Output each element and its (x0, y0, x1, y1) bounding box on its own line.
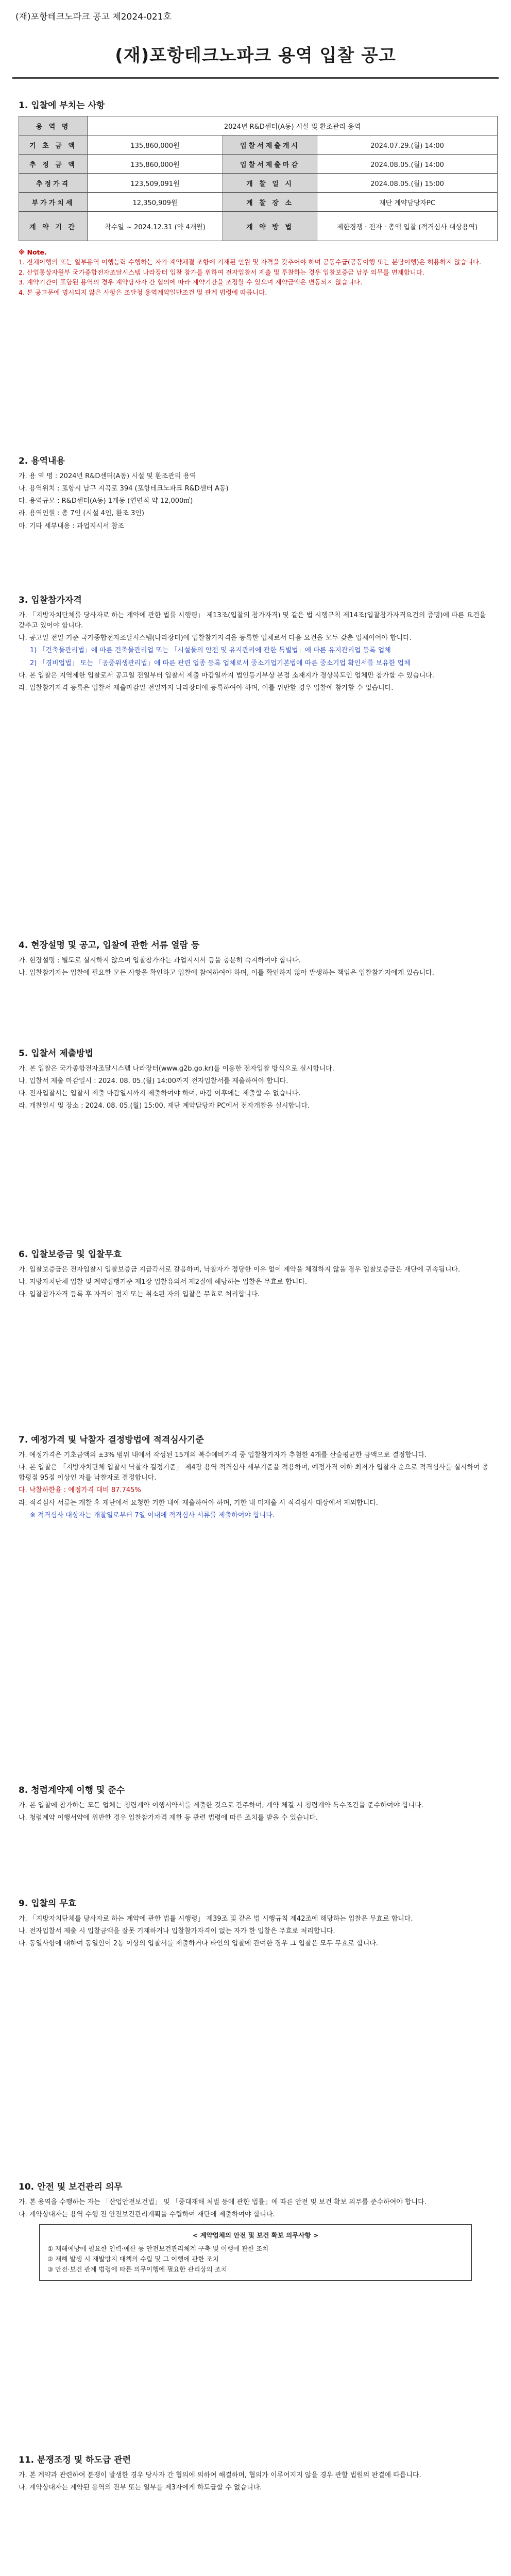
list-item: 가. 예정가격은 기초금액의 ±3% 범위 내에서 작성된 15개의 복수예비가격 중 입찰참가자가 추첨한 4개를 산술평균한 금액으로 결정합니다. (19, 1451, 427, 1459)
label-cell: 용 역 명 (19, 116, 88, 135)
list-item: 가. 입찰보증금은 전자입찰시 입찰보증금 지급각서로 갈음하며, 낙찰자가 정당한 이유 없이 계약을 체결하지 않을 경우 입찰보증금은 재단에 귀속됩니다. (19, 1266, 461, 1274)
table-row (19, 116, 498, 135)
list-item: 다. 용역규모 : R&D센터(A동) 1개동 (연면적 약 12,000㎡) (19, 497, 193, 505)
list-item: 나. 용역위치 : 포항시 남구 지곡로 394 (포항테크노파크 R&D센터 A동) (19, 485, 229, 493)
list-item: 라. 입찰참가자격 등록은 입찰서 제출마감일 전일까지 나라장터에 등록하여야 하며, 이를 위반할 경우 입찰에 참가할 수 없습니다. (19, 684, 394, 692)
list-item: 나. 청렴계약 이행서약에 위반한 경우 입찰참가자격 제한 등 관련 법령에 따른 조치를 받을 수 있습니다. (19, 1814, 318, 1822)
section-invalid-bids (19, 1896, 492, 1951)
notes-block (19, 247, 492, 297)
section-deposit (19, 1247, 492, 1302)
value-cell: 2024.08.05.(월) 14:00 (317, 155, 498, 174)
list-item: 가. 본 입찰에 참가하는 모든 업체는 청렴계약 이행서약서를 제출한 것으로 간주하며, 계약 체결 시 청렴계약 특수조건을 준수하여야 합니다. (19, 1802, 423, 1809)
list-item: 라. 개찰일시 및 장소 : 2024. 08. 05.(월) 15:00, 재단 계약담당자 PC에서 전자개찰을 실시합니다. (19, 1102, 310, 1110)
list-item: 마. 기타 세부내용 : 과업지시서 참조 (19, 522, 124, 530)
section-heading: 9. 입찰의 무효 (19, 1899, 77, 1909)
label-cell: 부가가치세 (19, 193, 88, 212)
list-item: 다. 동일사항에 대하여 동일인이 2통 이상의 입찰서를 제출하거나 타인의 입찰에 관여한 경우 그 입찰은 모두 무효로 합니다. (19, 1940, 378, 1948)
value-cell: 12,350,909원 (88, 193, 223, 212)
list-item: 가. 「지방자치단체를 당사자로 하는 계약에 관한 법률 시행령」 제39조 및 같은 법 시행규칙 제42조에 해당하는 입찰은 무효로 합니다. (19, 1915, 413, 1923)
list-item: 나. 지방자치단체 입찰 및 계약집행기준 제1장 입찰유의서 제2절에 해당하는 입찰은 무효로 합니다. (19, 1278, 308, 1286)
page-title: (재)포항테크노파크 용역 입찰 공고 (115, 45, 396, 66)
list-item: 다. 본 입찰은 지역제한 입찰로서 공고일 전일부터 입찰서 제출 마감일까지 법인등기부상 본점 소재지가 경상북도인 업체만 참가할 수 있습니다. (19, 671, 434, 680)
section-integrity (19, 1783, 492, 1825)
notes-title: ※ Note. (19, 248, 47, 256)
bid-info-table (19, 116, 498, 241)
note-line: 4. 본 공고문에 명시되지 않은 사항은 조달청 용역계약일반조건 및 관계 법령에 따릅니다. (19, 288, 267, 296)
box-line: ① 재해예방에 필요한 인력·예산 등 안전보건관리체계 구축 및 이행에 관한 조치 (47, 2245, 269, 2253)
value-cell: 135,860,000원 (88, 155, 223, 174)
section-pricing (19, 1432, 492, 1523)
section-heading: 8. 청렴계약제 이행 및 준수 (19, 1785, 125, 1795)
section-bid-items (19, 98, 492, 297)
list-item: 다. 낙찰하한율 : 예정가격 대비 87.745% (19, 1486, 141, 1495)
section-heading: 3. 입찰참가자격 (19, 595, 82, 605)
value-cell: 2024.08.05.(월) 15:00 (317, 174, 498, 193)
safety-duty-box (39, 2224, 472, 2281)
note-line: 2. 산업통상자원부 국가종합전자조달시스템 나라장터 입찰 참가를 위하여 전자입찰서 제출 및 투찰하는 경우 입찰보증금 납부 의무를 면제합니다. (19, 268, 424, 276)
table-row (19, 135, 498, 155)
section-site-explanation (19, 938, 492, 980)
table-row (19, 212, 498, 241)
label-cell: 계 약 기 간 (19, 212, 88, 241)
section-heading: 1. 입찰에 부치는 사항 (19, 100, 105, 111)
box-title: < 계약업체의 안전 및 보건 확보 의무사항 > (192, 2231, 319, 2240)
section-submission (19, 1046, 492, 1114)
list-item: 라. 용역인원 : 총 7인 (시설 4인, 환조 3인) (19, 510, 144, 518)
box-line: ③ 안전·보건 관계 법령에 따른 의무이행에 필요한 관리상의 조치 (47, 2265, 227, 2274)
table-row (19, 155, 498, 174)
value-cell: 제한경쟁 · 전자 · 총액 입찰 (적격심사 대상용역) (317, 212, 498, 241)
table-row (19, 174, 498, 193)
note-line: 3. 계약기간이 포함된 용역의 경우 계약당사자 간 협의에 따라 계약기간을 조정할 수 있으며 계약금액은 변동되지 않습니다. (19, 278, 363, 286)
section-qualification (19, 592, 492, 696)
table-row (19, 193, 498, 212)
section-service-content (19, 453, 492, 534)
highlight-note: ※ 적격심사 대상자는 개찰일로부터 7일 이내에 적격심사 서류를 제출하여야 합니다. (30, 1511, 275, 1519)
section-heading: 5. 입찰서 제출방법 (19, 1048, 94, 1059)
box-line: ② 재해 발생 시 재발방지 대책의 수립 및 그 이행에 관한 조치 (47, 2255, 219, 2263)
section-heading: 4. 현장설명 및 공고, 입찰에 관한 서류 열람 등 (19, 940, 200, 951)
list-item: 2) 「경비업법」 또는 「공중위생관리법」에 따른 관련 업종 등록 업체로서 중소기업기본법에 따른 중소기업 확인서를 보유한 업체 (30, 659, 411, 667)
section-heading: 10. 안전 및 보건관리 의무 (19, 2182, 123, 2192)
list-item: 라. 적격심사 서류는 개찰 후 재단에서 요청한 기한 내에 제출하여야 하며, 기한 내 미제출 시 적격심사 대상에서 제외합니다. (19, 1499, 378, 1507)
list-item: 가. 「지방자치단체를 당사자로 하는 계약에 관한 법률 시행령」 제13조(입찰의 참가자격) 및 같은 법 시행규칙 제14조(입찰참가자격요건의 증명)에 따른 요건을 갖추고 있어야 합니다. (19, 612, 486, 630)
list-item: 나. 계약상대자는 계약된 용역의 전부 또는 일부를 제3자에게 하도급할 수 없습니다. (19, 2484, 262, 2492)
section-safety (19, 2179, 492, 2285)
list-item: 가. 본 입찰은 국가종합전자조달시스템 나라장터(www.g2b.go.kr)를 이용한 전자입찰 방식으로 실시합니다. (19, 1065, 334, 1073)
list-item: 가. 본 용역을 수행하는 자는 「산업안전보건법」 및 「중대재해 처벌 등에 관한 법률」에 따른 안전 및 보건 확보 의무를 준수하여야 합니다. (19, 2198, 427, 2206)
list-item: 다. 입찰참가자격 등록 후 자격이 정지 또는 취소된 자의 입찰은 무효로 처리합니다. (19, 1291, 260, 1299)
list-item: 가. 현장설명 : 별도로 실시하지 않으며 입찰참가자는 과업지시서 등을 충분히 숙지하여야 합니다. (19, 957, 301, 964)
section-heading: 7. 예정가격 및 낙찰자 결정방법에 적격심사기준 (19, 1435, 204, 1445)
list-item: 다. 전자입찰서는 입찰서 제출 마감일시까지 제출하여야 하며, 마감 이후에는 제출할 수 없습니다. (19, 1090, 301, 1098)
value-cell: 2024.07.29.(월) 14:00 (317, 135, 498, 155)
value-cell: 135,860,000원 (88, 135, 223, 155)
section-heading: 11. 분쟁조정 및 하도급 관련 (19, 2455, 131, 2465)
label-cell: 입찰서제출개시 (223, 135, 317, 155)
label-cell: 계 약 방 법 (223, 212, 317, 241)
list-item: 나. 공고일 전일 기준 국가종합전자조달시스템(나라장터)에 입찰참가자격을 등록한 업체로서 다음 요건을 모두 갖춘 업체이어야 합니다. (19, 634, 412, 642)
label-cell: 추정가격 (19, 174, 88, 193)
list-item: 1) 「건축물관리법」에 따른 건축물관리업 또는 「시설물의 안전 및 유지관리에 관한 특별법」에 따른 유지관리업 등록 업체 (30, 647, 391, 655)
list-item: 가. 용 역 명 : 2024년 R&D센터(A동) 시설 및 환조관리 용역 (19, 472, 196, 480)
value-cell: 재단 계약담당자PC (317, 193, 498, 212)
label-cell: 기 초 금 액 (19, 135, 88, 155)
label-cell: 계 찰 장 소 (223, 193, 317, 212)
value-cell: 착수일 ~ 2024.12.31 (약 4개월) (88, 212, 223, 241)
list-item: 나. 입찰참가자는 입찰에 필요한 모든 사항을 확인하고 입찰에 참여하여야 하며, 이를 확인하지 않아 발생하는 책임은 입찰참가자에게 있습니다. (19, 969, 434, 977)
label-cell: 입찰서제출마감 (223, 155, 317, 174)
label-cell: 개 찰 일 시 (223, 174, 317, 193)
section-heading: 2. 용역내용 (19, 456, 65, 466)
list-item: 나. 입찰서 제출 마감일시 : 2024. 08. 05.(월) 14:00까지 전자입찰서를 제출하여야 합니다. (19, 1077, 288, 1086)
value-cell: 123,509,091원 (88, 174, 223, 193)
doc-number: (재)포항테크노파크 공고 제2024-021호 (15, 12, 172, 22)
value-cell: 2024년 R&D센터(A동) 시설 및 환조관리 용역 (88, 116, 498, 135)
list-item: 나. 전자입찰서 제출 시 입찰금액을 잘못 기재하거나 입찰참가자격이 없는 자가 한 입찰은 무효로 처리합니다. (19, 1927, 335, 1936)
note-line: 1. 전체이행의 또는 일부용역 이행능력 수행하는 자가 계약체결 조항에 기재된 인원 및 자격을 갖추어야 하며 공동수급(공동이행 또는 분담이행)은 허용하지 않습니다. (19, 258, 482, 266)
section-heading: 6. 입찰보증금 및 입찰무효 (19, 1249, 122, 1260)
list-item: 가. 본 계약과 관련하여 분쟁이 발생한 경우 당사자 간 협의에 의하여 해결하며, 협의가 이루어지지 않을 경우 관할 법원의 판결에 따릅니다. (19, 2471, 421, 2479)
list-item: 나. 계약상대자는 용역 수행 전 안전보건관리계획을 수립하여 재단에 제출하여야 합니다. (19, 2211, 275, 2219)
label-cell: 추 정 금 액 (19, 155, 88, 174)
title-divider (12, 77, 499, 79)
list-item: 나. 본 입찰은 「지방자치단체 입찰시 낙찰자 결정기준」 제4장 용역 적격심사 세부기준을 적용하며, 예정가격 이하 최저가 입찰자 순으로 적격심사를 실시하여 종합평점 95점 이상인 자를 낙찰자로 결정합니다. (19, 1464, 489, 1482)
section-dispute (19, 2452, 492, 2495)
